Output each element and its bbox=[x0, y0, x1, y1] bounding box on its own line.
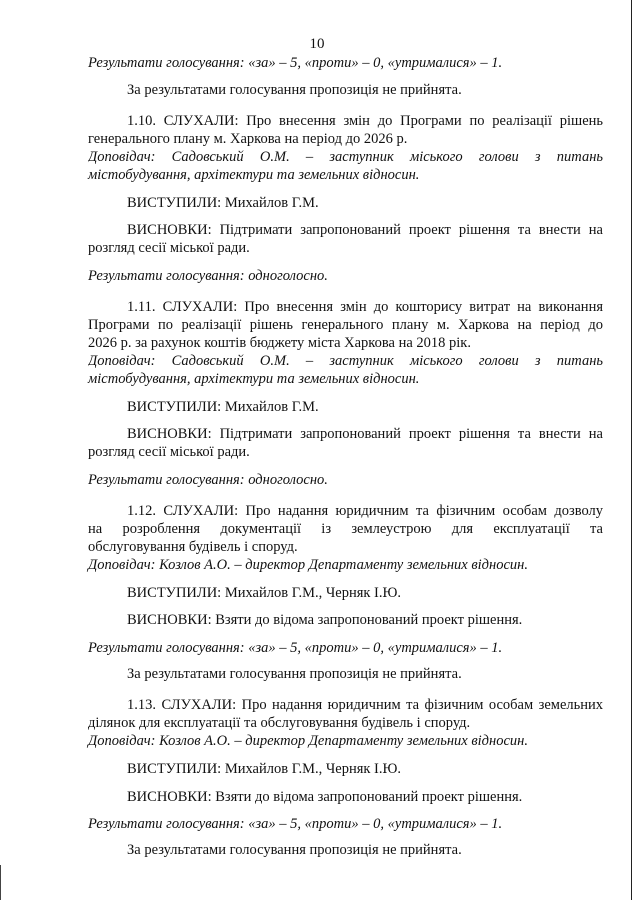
agenda-item-1-13-heard: 1.13. СЛУХАЛИ: Про надання юридичним та фізичним особам земельних bbox=[127, 697, 603, 713]
agenda-item-1-11-heard-cont: 2026 р. за рахунок коштів бюджету міста Харкова на 2018 рік. bbox=[88, 335, 471, 351]
voting-result-line: Результати голосування: одноголосно. bbox=[88, 268, 328, 284]
speaker-line: Доповідач: Садовський О.М. – заступник міського голови з питань bbox=[88, 353, 603, 369]
agenda-item-1-12-heard-cont: обслуговування будівель і споруд. bbox=[88, 539, 298, 555]
agenda-item-1-11-heard-cont: Програми по реалізації рішень генерального плану м. Харкова на період до bbox=[88, 317, 603, 333]
voting-result-line: Результати голосування: «за» – 5, «проти» – 0, «утрималися» – 1. bbox=[88, 55, 503, 71]
spoke-line: ВИСТУПИЛИ: Михайлов Г.М. bbox=[127, 195, 319, 211]
decision-line: За результатами голосування пропозиція не прийнята. bbox=[127, 82, 462, 98]
spoke-line: ВИСТУПИЛИ: Михайлов Г.М., Черняк І.Ю. bbox=[127, 761, 402, 777]
speaker-line: Доповідач: Козлов А.О. – директор Департаменту земельних відносин. bbox=[88, 557, 528, 573]
voting-result-line: Результати голосування: одноголосно. bbox=[88, 472, 328, 488]
decision-line: За результатами голосування пропозиція не прийнята. bbox=[127, 842, 462, 858]
page-number: 10 bbox=[309, 36, 325, 52]
conclusions-line: ВИСНОВКИ: Взяти до відома запропонований проект рішення. bbox=[127, 789, 523, 805]
agenda-item-1-11-heard: 1.11. СЛУХАЛИ: Про внесення змін до кошторису витрат на виконання bbox=[127, 299, 603, 315]
agenda-item-1-12-heard-cont: на розроблення документації із землеустрою для експлуатації та bbox=[88, 521, 603, 537]
agenda-item-1-12-heard: 1.12. СЛУХАЛИ: Про надання юридичним та фізичним особам дозволу bbox=[127, 503, 603, 519]
speaker-line: Доповідач: Козлов А.О. – директор Департаменту земельних відносин. bbox=[88, 733, 528, 749]
speaker-line-cont: містобудування, архітектури та земельних відносин. bbox=[88, 371, 420, 387]
speaker-line: Доповідач: Садовський О.М. – заступник міського голови з питань bbox=[88, 149, 603, 165]
conclusions-line: ВИСНОВКИ: Підтримати запропонований проект рішення та внести на bbox=[127, 222, 603, 238]
conclusions-line-cont: розгляд сесії міської ради. bbox=[88, 444, 250, 460]
spoke-line: ВИСТУПИЛИ: Михайлов Г.М. bbox=[127, 399, 319, 415]
conclusions-line: ВИСНОВКИ: Взяти до відома запропонований проект рішення. bbox=[127, 612, 523, 628]
scan-edge-mark bbox=[0, 865, 1, 900]
voting-result-line: Результати голосування: «за» – 5, «проти» – 0, «утрималися» – 1. bbox=[88, 640, 503, 656]
speaker-line-cont: містобудування, архітектури та земельних відносин. bbox=[88, 167, 420, 183]
conclusions-line-cont: розгляд сесії міської ради. bbox=[88, 240, 250, 256]
voting-result-line: Результати голосування: «за» – 5, «проти» – 0, «утрималися» – 1. bbox=[88, 816, 503, 832]
page-edge-line bbox=[631, 0, 632, 900]
spoke-line: ВИСТУПИЛИ: Михайлов Г.М., Черняк І.Ю. bbox=[127, 585, 402, 601]
decision-line: За результатами голосування пропозиція не прийнята. bbox=[127, 666, 462, 682]
agenda-item-1-13-heard-cont: ділянок для експлуатації та обслуговування будівель і споруд. bbox=[88, 715, 471, 731]
conclusions-line: ВИСНОВКИ: Підтримати запропонований проект рішення та внести на bbox=[127, 426, 603, 442]
agenda-item-1-10-heard: 1.10. СЛУХАЛИ: Про внесення змін до Програми по реалізації рішень bbox=[127, 113, 603, 129]
agenda-item-1-10-heard-cont: генерального плану м. Харкова на період до 2026 р. bbox=[88, 131, 408, 147]
